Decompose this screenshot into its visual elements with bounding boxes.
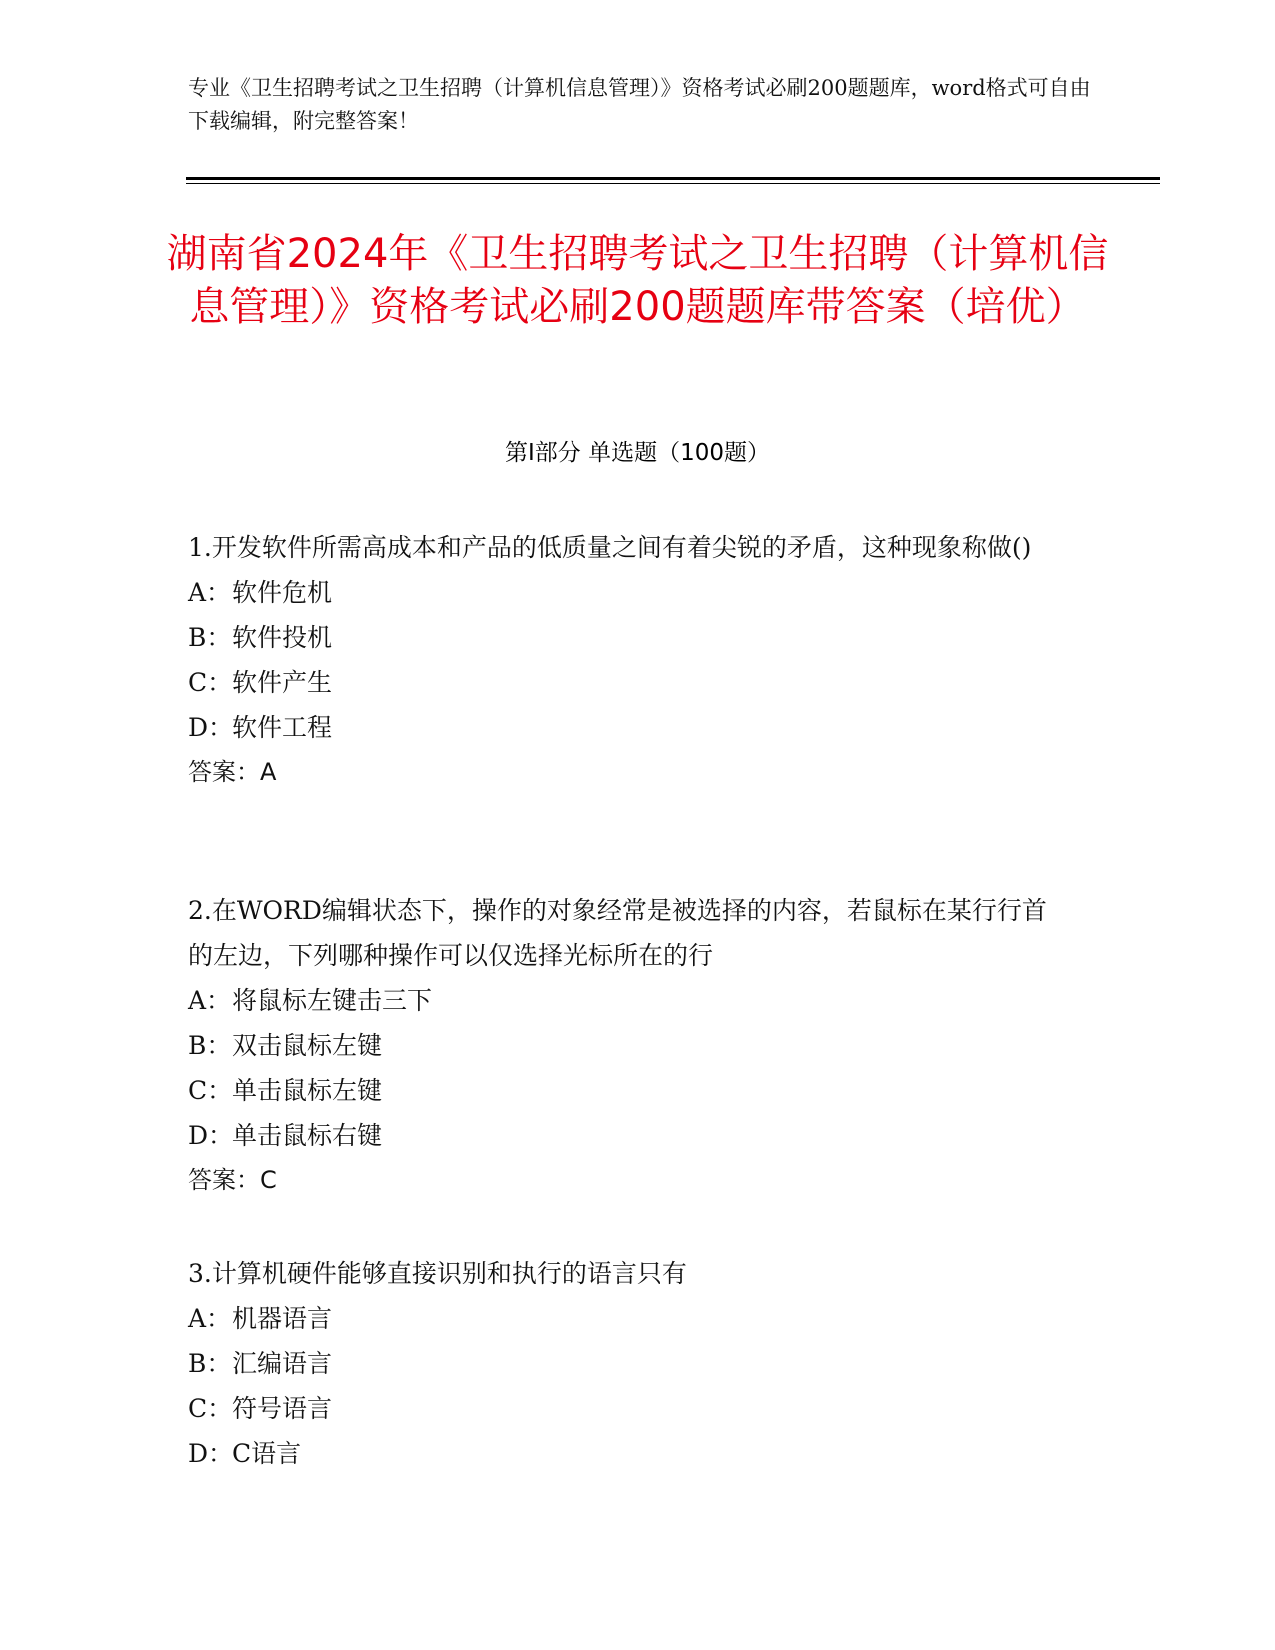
- option-text: 软件工程: [232, 713, 333, 742]
- option-key: B：: [188, 1349, 232, 1378]
- option-c: [188, 1386, 1068, 1431]
- option-text: 单击鼠标左键: [232, 1076, 383, 1105]
- option-text: 软件投机: [232, 623, 333, 652]
- option-d: [188, 1113, 1068, 1158]
- option-a: [188, 570, 1068, 615]
- question-3: [188, 1251, 1068, 1476]
- answer: 答案：C: [188, 1166, 277, 1194]
- option-text: 机器语言: [232, 1304, 333, 1333]
- question-2: [188, 888, 1068, 1203]
- option-b: [188, 615, 1068, 660]
- option-d: [188, 705, 1068, 750]
- header-rule-thin: [186, 183, 1160, 184]
- question-stem: 3.计算机硬件能够直接识别和执行的语言只有: [188, 1259, 687, 1288]
- option-key: B：: [188, 623, 232, 652]
- option-key: C：: [188, 1076, 233, 1105]
- option-text: 将鼠标左键击三下: [232, 986, 433, 1015]
- option-text: 双击鼠标左键: [232, 1031, 383, 1060]
- answer: 答案：A: [188, 758, 277, 786]
- option-d: [188, 1431, 1068, 1476]
- option-key: D：: [188, 713, 234, 742]
- option-key: A：: [188, 1304, 232, 1333]
- document-title: 湖南省2024年《卫生招聘考试之卫生招聘（计算机信息管理）》资格考试必刷200题题库带答案（培优）: [166, 231, 1109, 330]
- option-c: [188, 1068, 1068, 1113]
- option-key: A：: [188, 986, 232, 1015]
- option-text: 符号语言: [232, 1394, 333, 1423]
- option-b: [188, 1023, 1068, 1068]
- question-1: [188, 525, 1068, 795]
- option-key: B：: [188, 1031, 232, 1060]
- option-text: C语言: [232, 1439, 302, 1468]
- option-text: 单击鼠标右键: [232, 1121, 383, 1150]
- option-key: D：: [188, 1121, 234, 1150]
- option-b: [188, 1341, 1068, 1386]
- option-a: [188, 978, 1068, 1023]
- option-key: C：: [188, 1394, 233, 1423]
- section-title: 第Ⅰ部分 单选题（100题）: [505, 440, 770, 466]
- option-text: 汇编语言: [232, 1349, 333, 1378]
- header-rule-thick: [186, 177, 1160, 180]
- option-c: [188, 660, 1068, 705]
- option-key: A：: [188, 578, 232, 607]
- question-stem: 2.在WORD编辑状态下，操作的对象经常是被选择的内容，若鼠标在某行行首的左边，下列哪种操作可以仅选择光标所在的行: [188, 896, 1047, 970]
- option-text: 软件产生: [232, 668, 333, 697]
- option-a: [188, 1296, 1068, 1341]
- question-stem: 1.开发软件所需高成本和产品的低质量之间有着尖锐的矛盾，这种现象称做(): [188, 533, 1032, 562]
- header-note: 专业《卫生招聘考试之卫生招聘（计算机信息管理）》资格考试必刷200题题库，word格式可自由下载编辑，附完整答案！: [188, 76, 1091, 133]
- option-key: D：: [188, 1439, 234, 1468]
- option-text: 软件危机: [232, 578, 333, 607]
- option-key: C：: [188, 668, 233, 697]
